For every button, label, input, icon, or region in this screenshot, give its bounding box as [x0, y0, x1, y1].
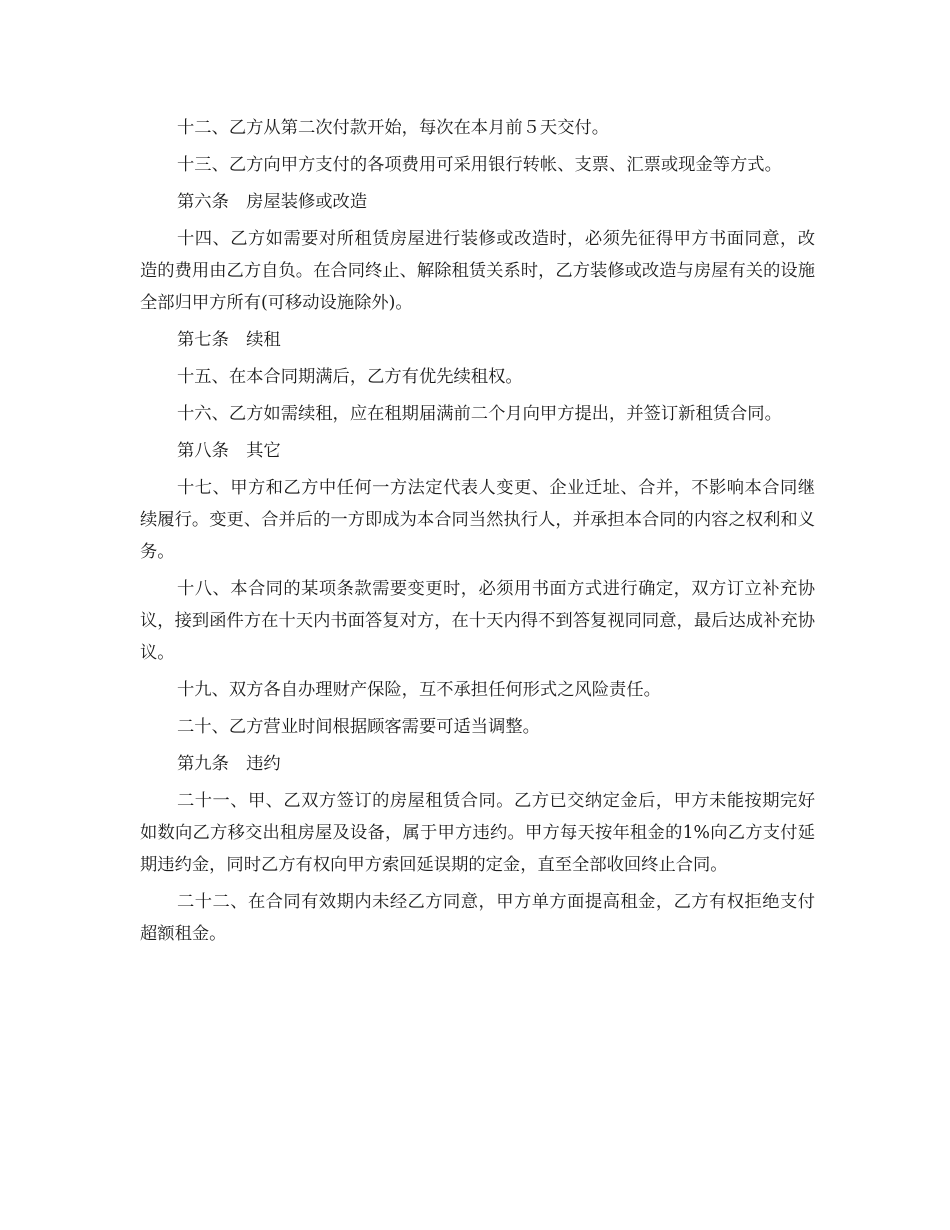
- clause-18: 十八、本合同的某项条款需要变更时，必须用书面方式进行确定，双方订立补充协议，接到函件方在十天内书面答复对方，在十天内得不到答复视同同意，最后达成补充协议。: [140, 579, 815, 663]
- clause-13: 十三、乙方向甲方支付的各项费用可采用银行转帐、支票、汇票或现金等方式。: [177, 155, 782, 175]
- document-body: [140, 112, 815, 955]
- article-8-heading: 第八条 其它: [177, 441, 281, 461]
- clause-19: 十九、双方各自办理财产保险，互不承担任何形式之风险责任。: [177, 680, 661, 700]
- clause-12: 十二、乙方从第二次付款开始，每次在本月前５天交付。: [177, 118, 610, 138]
- clause-16: 十六、乙方如需续租，应在租期届满前二个月向甲方提出，并签订新租赁合同。: [177, 404, 782, 424]
- clause-21: 二十一、甲、乙双方签订的房屋租赁合同。乙方已交纳定金后，甲方未能按期完好如数向乙方移交出租房屋及设备，属于甲方违约。甲方每天按年租金的1%向乙方支付延期违约金，同时乙方有权向甲方索回延误期的定金，直至全部收回终止合同。: [140, 791, 815, 875]
- clause-20: 二十、乙方营业时间根据顾客需要可适当调整。: [177, 717, 540, 737]
- clause-22: 二十二、在合同有效期内未经乙方同意，甲方单方面提高租金，乙方有权拒绝支付超额租金。: [140, 892, 815, 944]
- clause-17: 十七、甲方和乙方中任何一方法定代表人变更、企业迁址、合并，不影响本合同继续履行。变更、合并后的一方即成为本合同当然执行人，并承担本合同的内容之权利和义务。: [140, 478, 815, 562]
- article-6-heading: 第六条 房屋装修或改造: [177, 192, 368, 212]
- clause-15: 十五、在本合同期满后，乙方有优先续租权。: [177, 367, 523, 387]
- article-9-heading: 第九条 违约: [177, 754, 281, 774]
- article-7-heading: 第七条 续租: [177, 330, 281, 350]
- clause-14: 十四、乙方如需要对所租赁房屋进行装修或改造时，必须先征得甲方书面同意，改造的费用由乙方自负。在合同终止、解除租赁关系时，乙方装修或改造与房屋有关的设施全部归甲方所有(可移动设施除外)。: [140, 229, 815, 313]
